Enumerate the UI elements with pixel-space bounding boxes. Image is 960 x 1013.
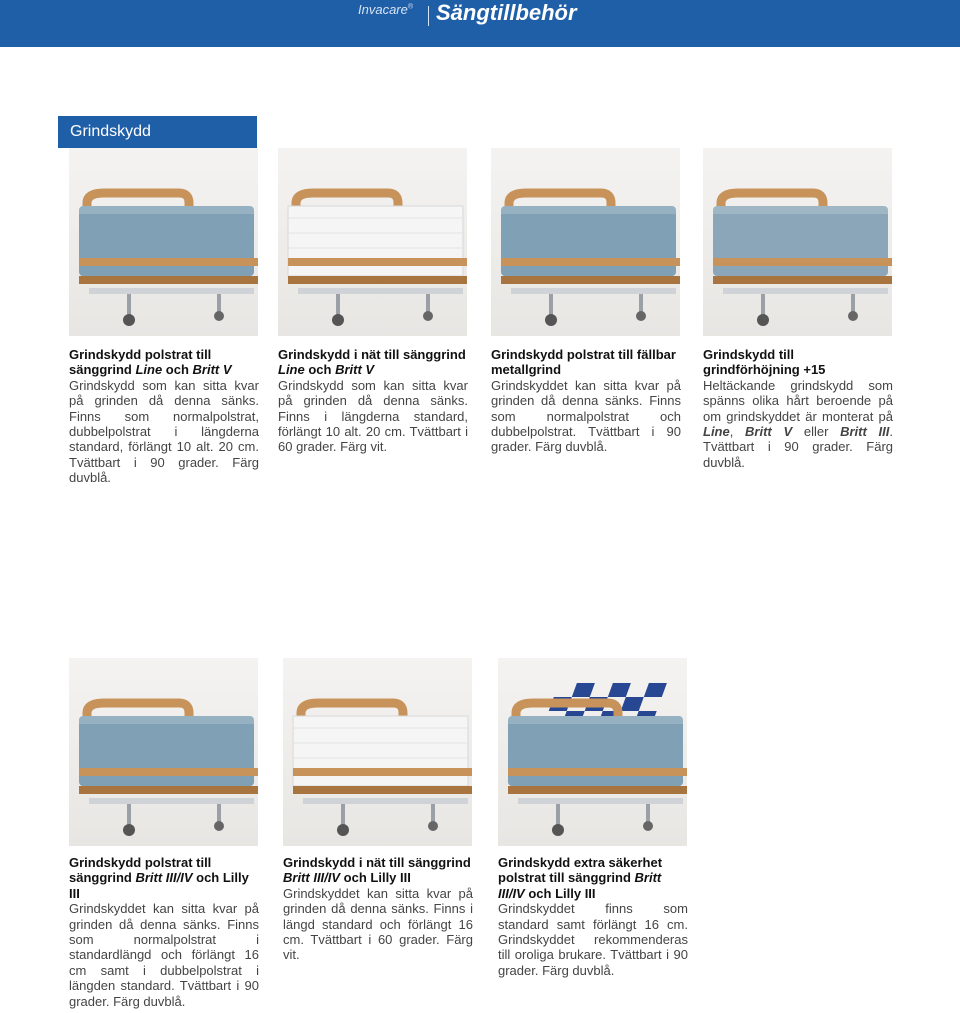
product-description: Heltäckande grindskydd som spänns olika hårt beroende på om grindskyddet är monterat på Line, Britt V eller Britt III. Tvättbart i 90 grader. Färg duvblå. [703, 377, 893, 470]
product-description: Grindskyddet kan sitta kvar på grinden då denna sänks. Finns som normalpolstrat och dubbelpolstrat. Tvättbart i 90 grader. Färg duvblå. [491, 377, 681, 455]
section-title: Grindskydd [58, 116, 257, 148]
product-photo-4 [703, 148, 892, 336]
page-title: Sängtillbehör [436, 0, 577, 25]
product-card-6 [283, 855, 473, 963]
product-heading: Grindskydd i nät till sänggrind Line och Britt V [278, 347, 466, 378]
product-photo-7 [498, 658, 687, 846]
product-heading: Grindskydd polstrat till sänggrind Britt III/IV och Lilly III [69, 855, 249, 901]
product-heading: Grindskydd i nät till sänggrind Britt III/IV och Lilly III [283, 855, 471, 886]
product-card-7 [498, 855, 688, 978]
product-card-2 [278, 347, 468, 455]
brand-name: Invacare® [358, 2, 414, 17]
product-card-3 [491, 347, 681, 455]
product-description: Grindskyddet kan sitta kvar på grinden då denna sänks. Finns i längd standard och förlängt 16 cm. Tvättbart i 60 grader. Färg vit. [283, 885, 473, 963]
product-description: Grindskydd som kan sitta kvar på grinden då denna sänks. Finns i längderna standard, förlängt 10 alt. 20 cm. Tvättbart i 60 grader. Färg vit. [278, 377, 468, 455]
product-heading: Grindskydd polstrat till fällbar metallgrind [491, 347, 676, 378]
product-card-1 [69, 347, 259, 486]
product-description: Grindskyddet kan sitta kvar på grinden då denna sänks. Finns som normalpolstrat i standardlängd och förlängt 16 cm samt i dubbelpolstrat i längden standard. Tvättbart i 90 grader. Färg duvblå. [69, 901, 259, 1009]
bed-rail-illustration [498, 658, 687, 846]
product-photo-6 [283, 658, 472, 846]
product-description: Grindskydd som kan sitta kvar på grinden då denna sänks. Finns som normalpolstrat, dubbelpolstrat i längderna standard, förlängt 10 alt. 20 cm. Tvättbart i 90 grader. Färg duvblå. [69, 377, 259, 486]
product-card-5 [69, 855, 259, 1009]
product-heading: Grindskydd extra säkerhet polstrat till sänggrind Britt III/IV och Lilly III [498, 855, 663, 901]
product-heading: Grindskydd polstrat till sänggrind Line och Britt V [69, 347, 232, 378]
product-heading: Grindskydd till grindförhöjning +15 [703, 347, 826, 378]
bed-rail-illustration [69, 658, 258, 846]
product-photo-3 [491, 148, 680, 336]
header-bar [0, 0, 960, 47]
product-photo-2 [278, 148, 467, 336]
header-divider [428, 6, 429, 26]
product-photo-5 [69, 658, 258, 846]
bed-rail-illustration [283, 658, 472, 846]
product-description: Grindskyddet finns som standard samt förlängt 16 cm. Grindskyddet rekommenderas till oroliga brukare. Tvättbart i 90 grader. Färg duvblå. [498, 901, 688, 978]
product-card-4 [703, 347, 893, 470]
bed-rail-illustration [491, 148, 680, 336]
product-photo-1 [69, 148, 258, 336]
bed-rail-illustration [703, 148, 892, 336]
bed-rail-illustration [278, 148, 467, 336]
bed-rail-illustration [69, 148, 258, 336]
